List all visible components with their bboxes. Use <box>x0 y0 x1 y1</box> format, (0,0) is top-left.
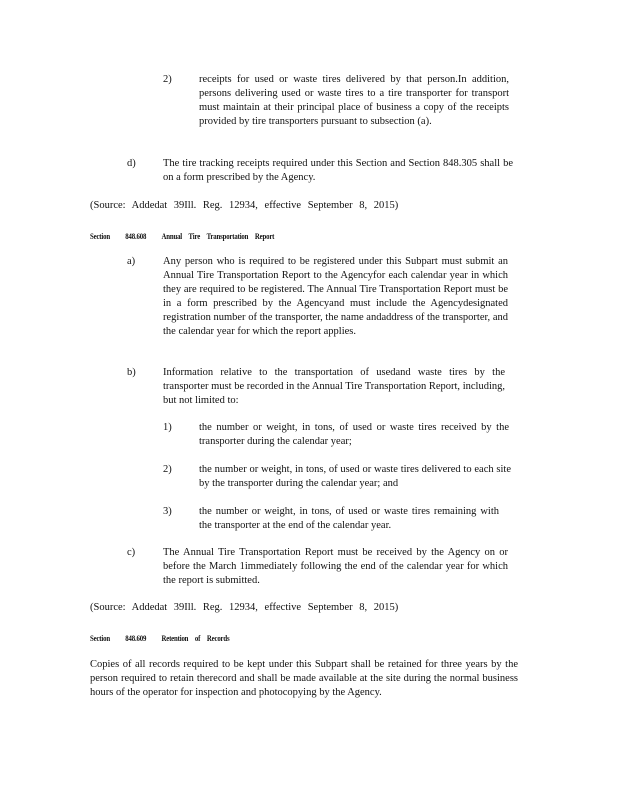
section-word: Section <box>90 634 110 643</box>
body-paragraph: Copies of all records required to be kept under this Subpart shall be retained for three years by the person required to retain therecord and shall be made available at the site during the normal business hours of the operator for inspection and photocopying by the Agency. <box>90 659 518 698</box>
section-number: 848.609 <box>125 634 147 643</box>
source-note: (Source: Addedat 39Ill. Reg. 12934, effective September 8, 2015) <box>90 602 399 613</box>
sub-list-label: 2) <box>163 464 172 475</box>
list-label: d) <box>127 158 136 169</box>
sub-list-item-text: the number or weight, in tons, of used or waste tires delivered to each site by the transporter during the calendar year; and <box>199 464 511 489</box>
section-number: 848.608 <box>125 232 147 241</box>
list-item-text: The tire tracking receipts required under this Section and Section 848.305 shall be on a form prescribed by the Agency. <box>163 158 513 183</box>
section-word: Section <box>90 232 110 241</box>
section-title: Retention of Records <box>161 634 230 643</box>
list-label: b) <box>127 367 136 378</box>
list-item-text: The Annual Tire Transportation Report must be received by the Agency on or before the March 1immediately following the end of the calendar year for which the report is submitted. <box>163 547 508 586</box>
section-heading <box>90 230 290 244</box>
sub-list-label: 1) <box>163 422 172 433</box>
list-item-text: Any person who is required to be registered under this Subpart must submit an Annual Tire Transportation Report to the Agencyfor each calendar year in which they are required to be registered. The Annual Tire Transportation Report must be in a form prescribed by the Agencyand must include the Agencydesignated registration number of the transporter, the name andaddress of the transporter, and the calendar year for which the report applies. <box>163 256 508 337</box>
list-item-text: receipts for used or waste tires delivered by that person.In addition, persons delivering used or waste tires to a tire transporter for transport must maintain at their principal place of business a copy of the receipts provided by tire transporters pursuant to subsection (a). <box>199 74 509 127</box>
list-label: a) <box>127 256 136 267</box>
sub-list-item-text: the number or weight, in tons, of used or waste tires received by the transporter during the calendar year; <box>199 422 509 447</box>
source-note: (Source: Addedat 39Ill. Reg. 12934, effective September 8, 2015) <box>90 200 399 211</box>
section-title: Annual Tire Transportation Report <box>161 232 275 241</box>
list-item-text: Information relative to the transportation of usedand waste tires by the transporter must be recorded in the Annual Tire Transportation Report, including, but not limited to: <box>163 367 505 406</box>
list-label: 2) <box>163 74 172 85</box>
section-heading <box>90 632 245 646</box>
list-label: c) <box>127 547 136 558</box>
sub-list-label: 3) <box>163 506 172 517</box>
sub-list-item-text: the number or weight, in tons, of used or waste tires remaining with the transporter at the end of the calendar year. <box>199 506 499 531</box>
